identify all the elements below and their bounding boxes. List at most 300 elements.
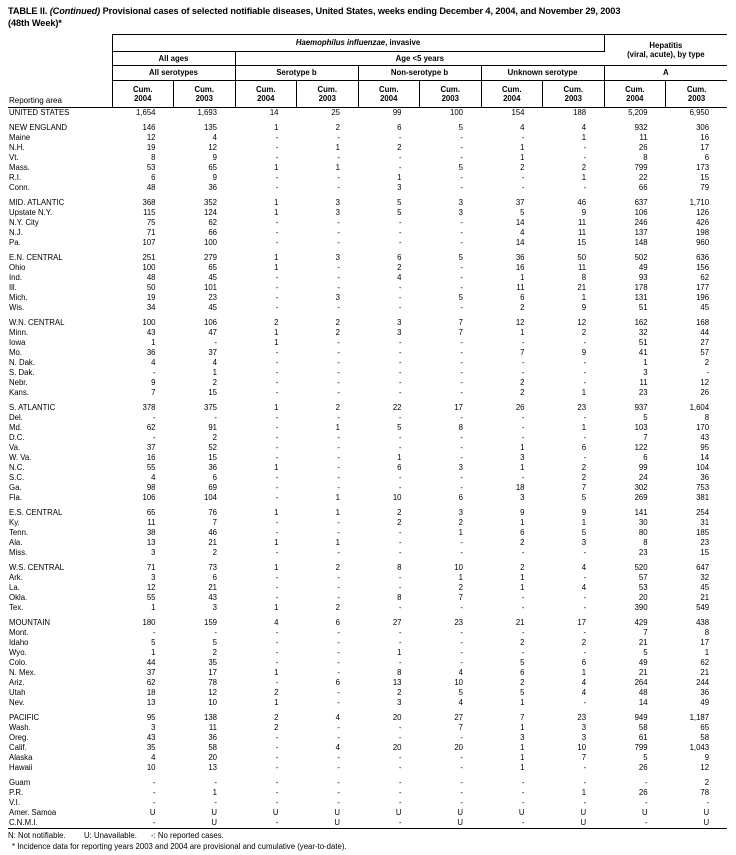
value-cell: 178 <box>634 283 648 292</box>
value-cell: 1 <box>581 788 587 797</box>
value-cell: 66 <box>208 228 217 237</box>
value-cell: - <box>460 303 463 312</box>
value-cell: - <box>337 518 340 527</box>
value-cell: 65 <box>700 723 710 732</box>
unknown-serotype-header: Unknown serotype <box>481 66 604 81</box>
value-cell: 1 <box>520 763 525 772</box>
value-cell: - <box>521 473 525 482</box>
value-cell: 30 <box>638 518 648 527</box>
table-row <box>8 403 727 413</box>
asterisk-note: * Incidence data for reporting years 2003 and 2004 are provisional and cumulative (year-to-date). <box>12 842 347 851</box>
reporting-area-cell: Ga. <box>9 483 22 492</box>
value-cell: 1 <box>643 358 648 367</box>
reporting-area-cell: N. Dak. <box>9 358 35 367</box>
value-cell: - <box>275 358 279 367</box>
hepatitis-subtitle: (viral, acute), by type <box>627 50 705 59</box>
value-cell: - <box>398 658 402 667</box>
value-cell: - <box>152 628 156 637</box>
value-cell: 4 <box>397 273 402 282</box>
reporting-area-cell: Mo. <box>9 348 22 357</box>
value-cell: - <box>398 603 402 612</box>
value-cell: 36 <box>515 253 525 262</box>
value-cell: 45 <box>208 273 217 282</box>
value-cell: 141 <box>634 508 648 517</box>
value-cell: 180 <box>142 618 156 627</box>
value-cell: 98 <box>146 483 156 492</box>
value-cell: 19 <box>146 293 156 302</box>
value-cell: 7 <box>643 628 648 637</box>
table-row <box>8 208 727 218</box>
value-cell: 2 <box>212 548 217 557</box>
value-cell: 32 <box>700 573 710 582</box>
value-cell: - <box>275 798 279 807</box>
table-row <box>8 413 727 423</box>
cum-label: Cum. <box>502 84 522 94</box>
value-cell: 7 <box>581 483 587 492</box>
non-serotype-b-header: Non-serotype b <box>358 66 481 81</box>
value-cell: - <box>152 778 156 787</box>
table-row <box>8 358 727 368</box>
value-cell: 15 <box>208 453 217 462</box>
value-cell: 23 <box>577 403 587 412</box>
value-cell: 8 <box>151 153 156 162</box>
value-cell: - <box>337 583 340 592</box>
value-cell: 1 <box>274 403 279 412</box>
value-cell: - <box>337 778 340 787</box>
value-cell: - <box>275 133 279 142</box>
value-cell: - <box>275 388 279 397</box>
value-cell: - <box>275 648 279 657</box>
table-row <box>8 658 727 668</box>
value-cell: - <box>583 628 587 637</box>
value-cell: 23 <box>208 293 217 302</box>
reporting-area-cell: Ky. <box>9 518 20 527</box>
value-cell: 20 <box>392 743 402 752</box>
value-cell: 18 <box>146 688 156 697</box>
value-cell: 1 <box>520 443 525 452</box>
value-cell: 11 <box>639 378 648 387</box>
value-cell: 1 <box>581 173 587 182</box>
table-row <box>8 368 727 378</box>
value-cell: - <box>275 143 279 152</box>
value-cell: 26 <box>700 388 710 397</box>
value-cell: 35 <box>146 743 156 752</box>
value-cell: - <box>337 753 340 762</box>
value-cell: 14 <box>515 238 525 247</box>
value-cell: - <box>460 133 463 142</box>
value-cell: 50 <box>146 283 156 292</box>
reporting-area-cell: Wis. <box>9 303 25 312</box>
value-cell: 51 <box>638 338 648 347</box>
table-row <box>8 253 727 263</box>
value-cell: 4 <box>458 698 463 707</box>
value-cell: 36 <box>208 733 217 742</box>
value-cell: - <box>460 368 463 377</box>
value-cell: 18 <box>515 483 525 492</box>
value-cell: 3 <box>151 723 156 732</box>
value-cell: - <box>337 358 340 367</box>
value-cell: 7 <box>458 593 463 602</box>
value-cell: 122 <box>634 443 648 452</box>
table-row <box>8 473 727 483</box>
value-cell: 173 <box>696 163 710 172</box>
value-cell: 2 <box>520 538 525 547</box>
value-cell: 1 <box>274 263 279 272</box>
value-cell: 1 <box>397 453 402 462</box>
reporting-area-cell: Tex. <box>9 603 24 612</box>
haemophilus-invasive-label: , invasive <box>385 38 421 48</box>
value-cell: 100 <box>203 238 217 247</box>
value-cell: 43 <box>208 593 217 602</box>
value-cell: 49 <box>638 658 648 667</box>
value-cell: 2 <box>520 163 525 172</box>
table-row <box>8 303 727 313</box>
table-row <box>8 378 727 388</box>
value-cell: - <box>152 788 156 797</box>
value-cell: - <box>583 358 587 367</box>
value-cell: 51 <box>638 303 648 312</box>
value-cell: 1 <box>520 753 525 762</box>
value-cell: 100 <box>142 318 156 327</box>
value-cell: 43 <box>146 733 156 742</box>
value-cell: 7 <box>212 518 217 527</box>
cum-2004-header <box>112 81 174 108</box>
value-cell: 100 <box>449 108 463 117</box>
value-cell: - <box>337 303 340 312</box>
value-cell: 37 <box>515 198 525 207</box>
value-cell: - <box>460 648 463 657</box>
value-cell: 177 <box>696 283 710 292</box>
table-row <box>8 338 727 348</box>
value-cell: 31 <box>700 518 710 527</box>
value-cell: 1 <box>335 493 340 502</box>
value-cell: 196 <box>696 293 710 302</box>
value-cell: - <box>460 483 463 492</box>
hepatitis-a-header: A <box>604 66 727 81</box>
value-cell: 1 <box>274 603 279 612</box>
value-cell: 107 <box>142 238 156 247</box>
value-cell: 5 <box>520 658 525 667</box>
value-cell: - <box>337 173 340 182</box>
value-cell: 65 <box>146 508 156 517</box>
value-cell: 1 <box>151 648 156 657</box>
value-cell: 2 <box>274 688 279 697</box>
value-cell: 61 <box>638 733 648 742</box>
value-cell: - <box>275 413 279 422</box>
table-row <box>8 238 727 248</box>
value-cell: - <box>645 778 648 787</box>
value-cell: - <box>398 293 402 302</box>
reporting-area-cell: Va. <box>9 443 21 452</box>
value-cell: 188 <box>573 108 587 117</box>
value-cell: - <box>275 573 279 582</box>
value-cell: - <box>398 778 402 787</box>
value-cell: - <box>521 423 525 432</box>
value-cell: - <box>398 358 402 367</box>
value-cell: 148 <box>634 238 648 247</box>
value-cell: U <box>518 808 525 817</box>
value-cell: - <box>398 723 402 732</box>
value-cell: 1 <box>581 668 587 677</box>
value-cell: - <box>398 818 402 827</box>
value-cell: - <box>398 753 402 762</box>
value-cell: 15 <box>700 173 710 182</box>
value-cell: - <box>398 548 402 557</box>
table-row <box>8 743 727 753</box>
table-row <box>8 713 727 723</box>
value-cell: 115 <box>143 208 156 217</box>
value-cell: - <box>337 273 340 282</box>
value-cell: - <box>337 763 340 772</box>
value-cell: 50 <box>577 253 587 262</box>
value-cell: 7 <box>458 318 463 327</box>
value-cell: 2 <box>581 473 587 482</box>
value-cell: 6 <box>397 463 402 472</box>
value-cell: - <box>337 573 340 582</box>
value-cell: 57 <box>700 348 710 357</box>
value-cell: 1 <box>335 538 340 547</box>
value-cell: 264 <box>634 678 648 687</box>
value-cell: - <box>460 658 463 667</box>
value-cell: 12 <box>208 688 217 697</box>
reporting-area-cell: Conn. <box>9 183 30 192</box>
value-cell: 5 <box>520 208 525 217</box>
value-cell: 146 <box>142 123 156 132</box>
value-cell: 1 <box>704 648 710 657</box>
value-cell: 5 <box>458 293 463 302</box>
value-cell: 1,043 <box>689 743 710 752</box>
value-cell: 126 <box>696 208 710 217</box>
table-row <box>8 133 727 143</box>
value-cell: U <box>149 808 156 817</box>
year-label: 2004 <box>503 94 521 103</box>
reporting-area-cell: E.N. CENTRAL <box>9 253 63 262</box>
value-cell: - <box>398 378 402 387</box>
value-cell: - <box>706 798 710 807</box>
value-cell: - <box>398 348 402 357</box>
value-cell: 36 <box>208 183 217 192</box>
value-cell: 1 <box>520 573 525 582</box>
value-cell: 1 <box>274 253 279 262</box>
value-cell: - <box>398 283 402 292</box>
value-cell: 9 <box>581 508 587 517</box>
value-cell: 1 <box>151 603 156 612</box>
value-cell: 168 <box>696 318 710 327</box>
value-cell: 7 <box>520 348 525 357</box>
value-cell: 8 <box>581 273 587 282</box>
value-cell: - <box>398 238 402 247</box>
value-cell: 3 <box>151 573 156 582</box>
value-cell: - <box>460 358 463 367</box>
value-cell: - <box>275 218 279 227</box>
value-cell: 76 <box>208 508 217 517</box>
table-row <box>8 688 727 698</box>
value-cell: - <box>460 638 463 647</box>
value-cell: 13 <box>146 698 156 707</box>
value-cell: 4 <box>335 743 340 752</box>
value-cell: 79 <box>700 183 710 192</box>
value-cell: - <box>398 788 402 797</box>
value-cell: - <box>152 368 156 377</box>
value-cell: 124 <box>203 208 217 217</box>
reporting-area-cell: Tenn. <box>9 528 29 537</box>
value-cell: 1 <box>274 698 279 707</box>
value-cell: 799 <box>634 163 648 172</box>
table-title-week: (48th Week)* <box>8 17 62 28</box>
legend-unavailable: U: Unavailable. <box>84 831 137 840</box>
value-cell: 3 <box>581 723 587 732</box>
value-cell: - <box>214 798 217 807</box>
value-cell: 4 <box>212 358 217 367</box>
value-cell: 71 <box>146 563 156 572</box>
value-cell: - <box>583 153 587 162</box>
table-row <box>8 273 727 283</box>
year-label: 2003 <box>687 94 706 103</box>
value-cell: - <box>398 338 402 347</box>
reporting-area-cell: P.R. <box>9 788 24 797</box>
value-cell: 21 <box>700 668 710 677</box>
value-cell: 21 <box>515 618 525 627</box>
value-cell: 104 <box>203 493 217 502</box>
value-cell: 251 <box>142 253 156 262</box>
table-row <box>8 648 727 658</box>
value-cell: - <box>398 443 402 452</box>
value-cell: 6 <box>397 253 402 262</box>
value-cell: 7 <box>458 723 463 732</box>
reporting-area-cell: Del. <box>9 413 23 422</box>
value-cell: - <box>583 368 587 377</box>
value-cell: - <box>583 698 587 707</box>
value-cell: - <box>337 433 340 442</box>
value-cell: 2 <box>335 328 340 337</box>
year-label: 2003 <box>318 94 336 103</box>
value-cell: - <box>275 443 279 452</box>
value-cell: - <box>460 733 463 742</box>
table-title-label: TABLE II. <box>8 6 50 16</box>
table-row <box>8 153 727 163</box>
value-cell: 55 <box>146 463 156 472</box>
value-cell: 4 <box>520 123 525 132</box>
table-row <box>8 548 727 558</box>
reporting-area-cell: S. Dak. <box>9 368 35 377</box>
value-cell: 302 <box>634 483 648 492</box>
value-cell: 6 <box>335 618 340 627</box>
value-cell: 2 <box>520 638 525 647</box>
value-cell: 2 <box>458 518 463 527</box>
haemophilus-group-header <box>112 35 604 52</box>
value-cell: 21 <box>577 283 587 292</box>
table-row <box>8 573 727 583</box>
value-cell: 4 <box>581 688 587 697</box>
value-cell: 46 <box>208 528 217 537</box>
reporting-area-cell: Alaska <box>9 753 33 762</box>
value-cell: - <box>583 648 587 657</box>
value-cell: 80 <box>638 528 648 537</box>
value-cell: 6,950 <box>689 108 710 117</box>
value-cell: - <box>398 538 402 547</box>
value-cell: - <box>337 483 340 492</box>
value-cell: - <box>645 818 648 827</box>
value-cell: 66 <box>638 183 648 192</box>
value-cell: 14 <box>515 218 525 227</box>
value-cell: 2 <box>581 328 587 337</box>
value-cell: 2 <box>397 518 402 527</box>
cum-label: Cum. <box>686 84 707 94</box>
value-cell: - <box>583 763 587 772</box>
value-cell: 21 <box>208 538 217 547</box>
value-cell: 5 <box>458 253 463 262</box>
value-cell: - <box>583 593 587 602</box>
value-cell: - <box>460 238 463 247</box>
value-cell: - <box>275 368 279 377</box>
value-cell: - <box>398 798 402 807</box>
value-cell: 1 <box>581 388 587 397</box>
value-cell: 7 <box>643 433 648 442</box>
value-cell: - <box>214 778 217 787</box>
value-cell: 13 <box>208 763 217 772</box>
value-cell: 4 <box>151 753 156 762</box>
value-cell: - <box>337 733 340 742</box>
value-cell: 3 <box>458 208 463 217</box>
value-cell: 7 <box>520 713 525 722</box>
reporting-area-cell: Maine <box>9 133 31 142</box>
value-cell: - <box>275 483 279 492</box>
reporting-area-cell: Miss. <box>9 548 28 557</box>
value-cell: 12 <box>208 143 217 152</box>
age-under5-header: Age <5 years <box>235 52 604 66</box>
cum-2003-header <box>666 81 728 108</box>
value-cell: 37 <box>146 443 156 452</box>
value-cell: 1 <box>520 698 525 707</box>
value-cell: 7 <box>581 753 587 762</box>
value-cell: 17 <box>454 403 463 412</box>
value-cell: - <box>398 528 402 537</box>
value-cell: - <box>583 433 587 442</box>
value-cell: 3 <box>458 198 463 207</box>
value-cell: 5 <box>581 493 587 502</box>
reporting-area-cell: Mich. <box>9 293 28 302</box>
value-cell: 949 <box>634 713 648 722</box>
value-cell: 8 <box>643 153 648 162</box>
value-cell: 1 <box>335 143 340 152</box>
value-cell: 637 <box>634 198 648 207</box>
value-cell: 1,693 <box>197 108 217 117</box>
value-cell: 3 <box>151 548 156 557</box>
value-cell: 1 <box>335 423 340 432</box>
value-cell: 3 <box>643 368 648 377</box>
value-cell: 2 <box>397 143 402 152</box>
value-cell: - <box>398 413 402 422</box>
table-row <box>8 453 727 463</box>
value-cell: 502 <box>634 253 648 262</box>
value-cell: 2 <box>520 388 525 397</box>
value-cell: 2 <box>520 563 525 572</box>
table-row <box>8 508 727 518</box>
reporting-area-cell: Md. <box>9 423 22 432</box>
reporting-area-cell: Ohio <box>9 263 26 272</box>
value-cell: - <box>521 798 525 807</box>
value-cell: 1 <box>520 143 525 152</box>
cum-2003-header <box>174 81 236 108</box>
value-cell: - <box>275 753 279 762</box>
value-cell: - <box>398 433 402 442</box>
value-cell: 10 <box>208 698 217 707</box>
value-cell: 99 <box>638 463 648 472</box>
value-cell: 93 <box>638 273 648 282</box>
table-row <box>8 818 727 829</box>
value-cell: 8 <box>704 628 710 637</box>
value-cell: - <box>460 628 463 637</box>
